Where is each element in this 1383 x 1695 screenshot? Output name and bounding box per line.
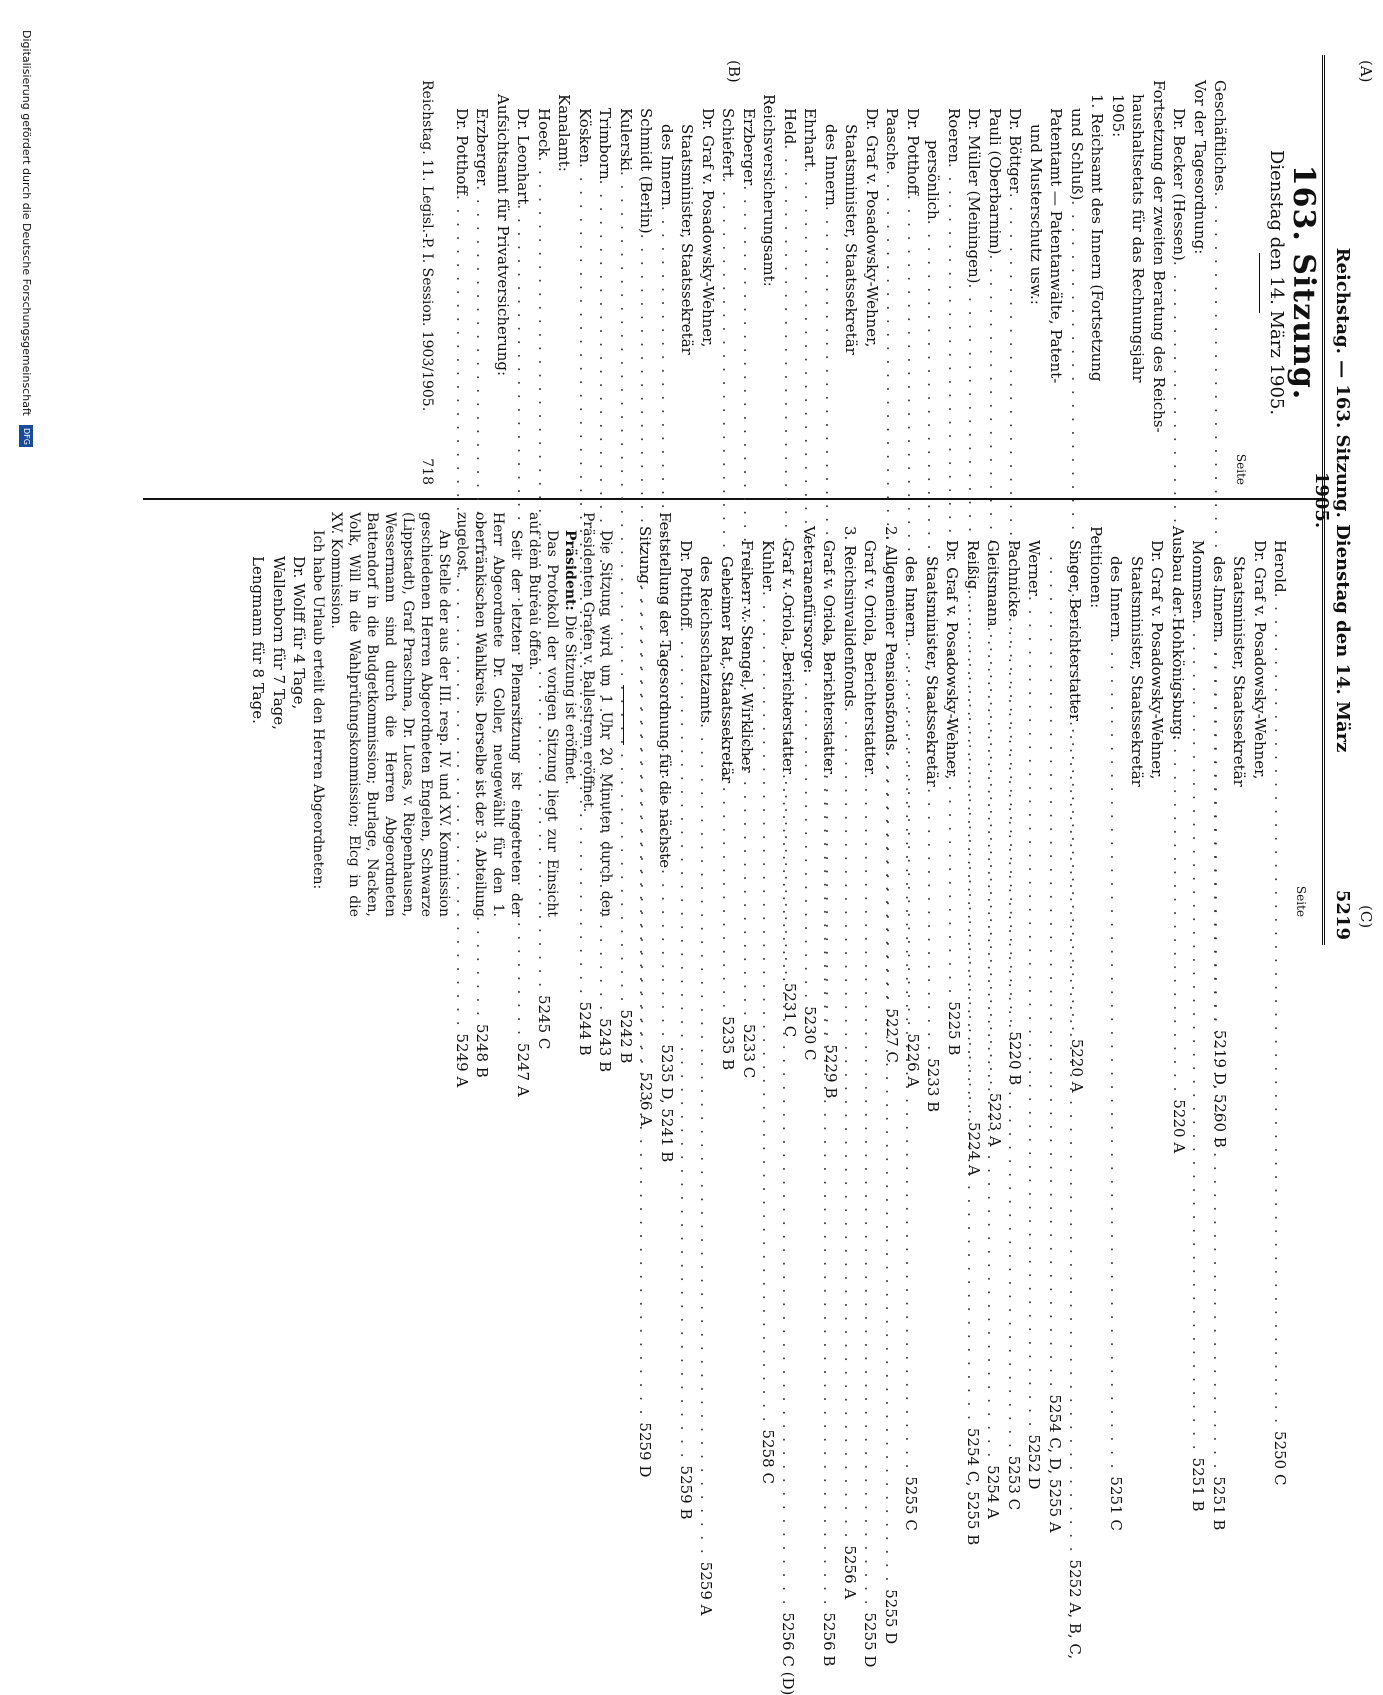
dfg-logo-icon: DFG [19,425,33,447]
entry-label: Staatsminister, Staatssekretär [923,556,941,787]
entry-page-ref: 5227 C [883,1008,902,1063]
entry-page-ref: 5259 A [697,1561,716,1616]
leave-item: Lengmann für 8 Tage. [249,556,268,724]
leader-dots [635,584,656,1416]
entry-page-ref: 5251 B [1210,1476,1228,1531]
index-entry [1147,512,1168,917]
entry-page-ref: 5247 A [514,1042,533,1097]
leader-dots [758,591,779,1423]
entry-page-ref: 5243 B [596,1018,615,1073]
opening-paragraph: Die Sitzung wird um 1 Uhr 20 Minuten durch den Präsidenten Grafen v. Ballestrem eröffnet. [580,512,615,917]
index-entry [554,80,575,485]
leader-dots [1209,638,1230,1470]
index-entry [1108,80,1129,485]
entry-label: Erzberger [473,108,492,186]
entry-page-ref: 5254 C, D, 5255 A [1046,1394,1064,1533]
index-entry [840,512,861,1600]
index-entry [1087,80,1108,485]
leader-dots [1045,556,1066,1388]
entry-page-ref: 5233 C [740,1023,758,1079]
session-title: 163. Sitzung. [1286,164,1321,401]
section-rule [624,685,625,745]
entry-label: Staatsminister, Staatssekretär [1230,556,1249,787]
entry-label: Geschäftliches [1211,80,1230,192]
entry-label: Graf v. Oriola, Berichterstatter [861,540,880,774]
entry-label: Dr. Graf v. Posadowsky-Wehner, [699,108,717,348]
entry-page-ref: 5251 B [1189,1457,1208,1512]
entry-label: Paasche [883,108,902,170]
index-entry [737,512,758,917]
new-member-paragraph: Seit der letzten Plenarsitzung ist eingetreten der Herr Abgeordnete Dr. Goller, neugewählt für den 1. oberfränkischen Wahlkreis. Derselbe ist der 3. Abteilung zugelost. [454,512,525,917]
index-entry [1128,80,1149,485]
entry-page-ref: 5252 D [1025,1434,1044,1490]
entry-page-ref: 5235 B [719,1016,738,1071]
index-entry [696,512,717,1616]
leader-dots [860,774,881,1606]
entry-label: Pachnicke [1005,540,1023,618]
index-entry [862,80,883,485]
entry-label: 2. Allgemeiner Pensionsfonds [882,526,900,751]
leader-dots [901,638,922,1470]
entry-page-ref: 5255 D [882,1589,900,1645]
index-entry [1024,512,1045,1490]
entry-label: Dr. Potthoff [904,108,922,196]
entry-page-ref: 5225 B [945,1001,963,1056]
entry-page-ref: 5230 C [801,1006,820,1061]
entry-page-ref: 5256 C (D) [779,1612,798,1695]
entry-label: Roeren [945,108,963,163]
entry-page-ref: 5242 B [617,1009,635,1064]
entry-label: und Schluß) [1068,108,1086,201]
entry-label: Erzberger [740,108,758,186]
entry-page-ref: 5255 D [861,1612,880,1668]
entry-label: und Musterschutz usw.: [1027,124,1045,305]
entry-label: Dr. Leonhart [514,108,533,205]
entry-page-ref: 5248 B [473,1023,492,1078]
protocol-paragraph: Das Protokoll der vorigen Sitzung liegt zur Einsicht auf dem Bureau offen. [526,512,561,917]
index-entry [1046,80,1067,485]
entry-label: des Innern [1210,556,1228,638]
entry-label: Held [781,108,799,145]
entry-label: Dr. Graf v. Posadowsky-Wehner, [943,540,962,780]
index-entry [452,80,473,1088]
entry-label: 3. Reichsinvalidenfonds [841,526,859,707]
entry-label: Sitzung [636,526,654,584]
index-entry [1250,512,1271,917]
footer-publication: Reichstag. 11. Legisl.-P. I. Session. 1903/1905. [419,80,436,412]
index-entry [1045,512,1066,1533]
index-entry [616,80,637,1064]
leader-dots [1270,593,1291,1425]
entry-label: Graf v. Oriola, Berichterstatter [779,540,798,774]
entry-label: Dr. Potthoff [453,108,471,196]
entry-label: Feststellung der Tagesordnung für die nächste [656,512,675,869]
entry-label: Dr. Müller (Meiningen) [965,108,984,284]
index-entry [655,512,676,917]
entry-page-ref: 5244 B [576,1001,594,1056]
index-entry [513,80,534,1097]
index-entry [942,512,963,917]
entry-page-ref: 5255 C [902,1476,921,1531]
leader-dots [819,774,840,1606]
entry-label: Kuhler [759,540,777,592]
entry-label: Trimborn [596,108,615,180]
leader-dots [676,627,697,1459]
entry-label: Staatsminister, Staatssekretär [678,124,697,355]
entry-label: Staatsminister, Staatssekretär [1128,556,1146,787]
entry-label: haushaltsetats für das Rechnungsjahr [1129,94,1148,383]
entry-label: 1. Reichsamt des Innern (Fortsetzung [1088,94,1107,382]
index-entry [575,80,596,1056]
entry-label: Reißig [964,540,982,590]
entry-label: Geheimer Rat, Staatssekretär [718,556,736,784]
entry-label: Werner [1025,540,1044,596]
entry-page-ref: 5256 B [820,1612,839,1667]
entry-label: Dr. Becker (Hessen) [1170,108,1189,261]
entry-page-ref: 5231 C [781,982,799,1038]
entry-page-ref: 5235 D, 5241 B [658,1044,676,1163]
entry-label: Schmidt (Berlin) [637,108,656,234]
entry-page-ref: 5229 B [822,1044,840,1099]
entry-label: 1905: [1109,94,1127,138]
header-rule [1322,55,1325,945]
entry-label: Fortsetzung der zweiten Beratung des Reichs- [1150,80,1168,433]
entry-label: Kulerski [617,108,635,171]
margin-marker-c: (C) [1357,905,1375,929]
entry-label: Dr. Graf v. Posadowsky-Wehner, [1251,540,1269,780]
index-entry [472,80,493,1078]
leave-paragraph: Ich habe Urlaub erteilt den Herren Abgeordneten: [310,530,327,890]
entry-page-ref: 5220 A [1170,1099,1189,1154]
entry-page-ref: 5223 A [986,1092,1004,1147]
entry-label: des Innern [822,124,840,206]
entry-label: Mommsen [1189,540,1208,620]
header-page-number: 5219 [1332,889,1353,940]
entry-label: Dr. Graf v. Posadowsky-Wehner, [863,108,881,348]
index-entry [1086,512,1107,917]
entry-page-ref: 5249 A [453,1033,471,1088]
index-entry [676,512,697,1520]
president-label: Präsident: [562,530,579,611]
leader-dots [778,774,799,1606]
leader-dots [881,751,902,1583]
proceedings [248,512,616,917]
entry-label: des Reichsschatzamts [697,556,716,724]
entry-page-ref: 5236 A [637,1072,656,1127]
index-entry [1127,512,1148,917]
entry-label: Kösken [576,108,594,164]
entry-label: Vor der Tagesordnung: [1191,80,1209,255]
entry-label: Gleitsmann [984,540,1003,627]
entry-label: Singer, Berichterstatter [1066,540,1085,722]
leader-dots [840,707,861,1539]
entry-label: Ehrhart [801,108,820,168]
entry-page-ref: 5254 A [984,1465,1003,1519]
title-rule [1259,253,1260,313]
seite-label-right: Seite [1294,885,1308,917]
credit-text: Digitalisierung gefördert durch die Deutsche Forschungsgemeinschaft [20,30,33,416]
margin-marker-b: (B) [725,60,743,83]
entry-page-ref: 5259 D [636,1422,654,1478]
index-entry [1026,80,1047,485]
entry-page-ref: 5250 C [1271,1431,1290,1486]
entry-label: des Innern [902,556,921,638]
entry-page-ref: 5219 D, 5260 B [1211,1029,1230,1148]
entry-label: Graf v. Oriola, Berichterstatter [820,540,839,774]
entry-label: Dr. Graf v. Posadowsky-Wehner, [1148,540,1167,780]
digitization-credit [19,30,33,990]
leader-dots [1106,638,1127,1470]
entry-label: Reichsversicherungsamt: [760,94,779,287]
entry-label: des Innern [658,124,676,206]
leave-item: Dr. Wolff für 4 Tage, [290,556,309,710]
seite-label: Seite [1234,453,1248,485]
leave-item: Wallenborn für 7 Tage, [270,556,288,730]
leader-dots [1065,721,1086,1553]
index-entry [759,80,780,485]
entry-label: des Innern [1107,556,1126,638]
entry-page-ref: 5224 A [965,1122,984,1176]
leader-dots [696,723,717,1555]
entry-page-ref: 5252 A, B, C, [1066,1559,1085,1660]
entry-label: Pauli (Oberbarnim) [986,108,1004,255]
index-entry [1149,80,1170,485]
president-paragraph [562,512,580,917]
entry-page-ref: 5253 C [1005,1455,1023,1511]
leader-dots [1024,596,1045,1428]
leader-dots [1004,617,1025,1449]
entry-page-ref: 5226 A [904,1033,922,1088]
entry-page-ref: 5251 C [1107,1476,1126,1531]
entry-label: Herold [1271,540,1290,593]
entry-label: Staatsminister, Staatssekretär [842,124,861,355]
entry-page-ref: 5258 C [759,1429,777,1484]
entry-label: Aufsichtsamt für Privatversicherung: [494,94,512,377]
entry-page-ref: 5220 B [1006,1031,1025,1086]
entry-page-ref: 5245 C [535,994,553,1050]
entry-page-ref: 5233 B [924,1058,943,1113]
index-entry [841,80,862,485]
index-entry [860,512,881,1668]
leader-dots [983,627,1004,1459]
entry-page-ref: 5256 A [841,1545,859,1600]
footer-page: 718 [419,458,436,485]
margin-marker-a: (A) [1357,60,1375,83]
entry-label: Schiefert [719,108,738,178]
entry-label: persönlich [924,140,943,220]
header-title: Reichstag. — 163. Sitzung. Dienstag den 14. März 1905. [1311,247,1353,753]
entry-label: Kanalamt: [555,94,574,172]
entry-label: Ausbau der Hohkönigsburg: [1169,526,1187,741]
leader-dots [963,589,984,1421]
entry-label: Dr. Böttger [1006,108,1025,193]
entry-page-ref: 5254 C, 5255 B [964,1427,982,1546]
index-entry [493,80,514,485]
index-entry [758,512,779,1484]
left-footer [417,80,438,485]
leader-dots [1188,619,1209,1451]
entry-page-ref: 5259 B [677,1465,695,1520]
index-entry [717,512,738,917]
index-entry [1270,512,1291,1486]
entry-label: Veteranenfürsorge: [800,526,818,674]
entry-label: Dr. Potthoff [677,540,695,628]
index-entry [698,80,719,485]
index-entry [1106,512,1127,1531]
entry-page-ref: 5220 A [1068,1038,1086,1093]
index-entry [677,80,698,485]
entry-label: Hoeck [535,108,553,157]
index-entry [1190,80,1211,485]
entry-label: Freiherr v. Stengel, Wirklicher [738,540,757,773]
session-date: Dienstag den 14. März 1905. [1266,149,1288,416]
index-entry [1229,512,1250,917]
index-entry [922,512,943,917]
commission-paragraph: An Stelle der aus der III. resp. IV. und XV. Kommission geschiedenen Herren Abgeordneten Engelen, Schwarze (Lippstadt), Graf Praschma, Dr. Lucas, v. Riepenhausen, Wessermann sind durch die Herren Abgeordneten Battendorf in die Budgetkommission; Burlage, Nacken, Volk, Will in die Wahlprüfungskommission; Elcg in die XV. Kommission. [328,512,453,917]
index-entry [1168,512,1189,917]
president-statement: Die Sitzung ist eröffnet. [562,615,579,785]
entry-label: Patentamt — Patentanwälte, Patent- [1047,108,1066,384]
index-entry [1188,512,1209,1512]
entry-label: Petitionen: [1087,526,1105,609]
index-entry [799,512,820,917]
